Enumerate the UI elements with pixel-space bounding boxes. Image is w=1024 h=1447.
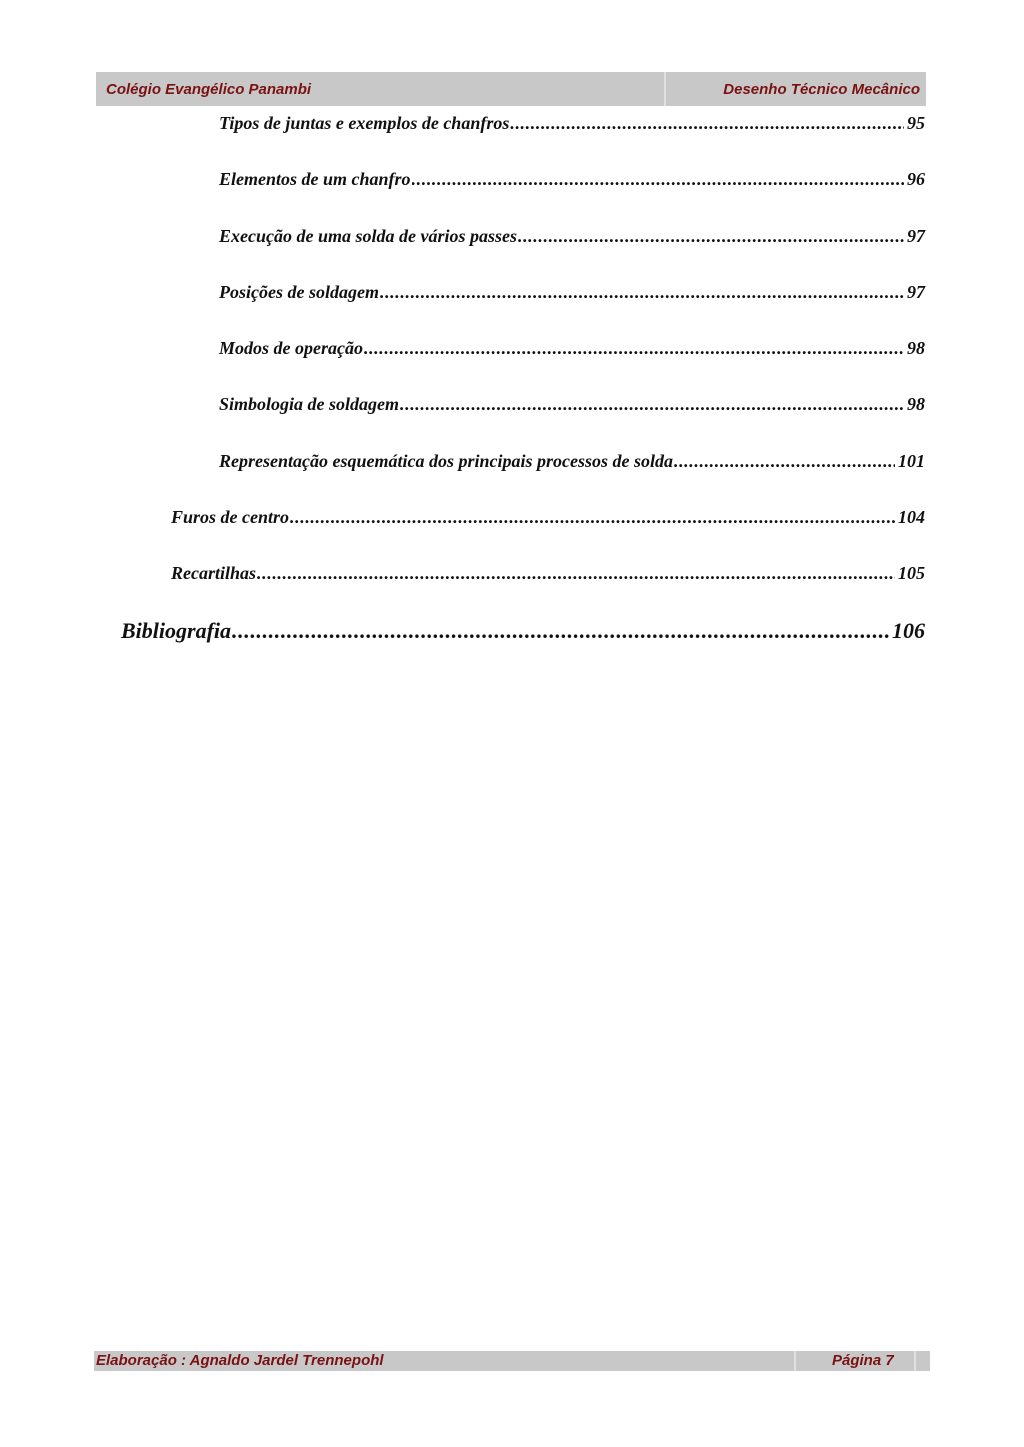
toc-entry-posicoes-soldagem[interactable] bbox=[219, 282, 925, 303]
toc-entry-title: Posições de soldagem bbox=[219, 282, 379, 302]
toc-leader-dots bbox=[232, 618, 889, 644]
toc-entry-bibliografia[interactable] bbox=[121, 618, 925, 644]
toc-entry-title: Furos de centro bbox=[171, 507, 290, 527]
page-header bbox=[96, 72, 926, 106]
toc-entry-furos-de-centro[interactable] bbox=[171, 507, 925, 528]
toc-leader-dots bbox=[364, 338, 904, 359]
toc-entry-title: Simbologia de soldagem bbox=[219, 394, 399, 414]
toc-leader-dots bbox=[518, 226, 904, 247]
toc-entry-page: 98 bbox=[907, 394, 925, 414]
toc-entry-simbologia-soldagem[interactable] bbox=[219, 394, 925, 415]
toc-leader-dots bbox=[510, 113, 904, 134]
toc-leader-dots bbox=[290, 507, 895, 528]
toc-entry-title: Execução de uma solda de vários passes bbox=[219, 226, 517, 246]
toc-entry-representacao-esquematica[interactable] bbox=[219, 451, 925, 472]
toc-entry-page: 106 bbox=[892, 618, 925, 643]
toc-entry-page: 95 bbox=[907, 113, 925, 133]
toc-entry-title: Elementos de um chanfro bbox=[219, 169, 411, 189]
toc-entry-execucao-solda[interactable] bbox=[219, 226, 925, 247]
header-divider bbox=[664, 72, 666, 106]
page-footer bbox=[94, 1351, 930, 1371]
toc-leader-dots bbox=[400, 394, 904, 415]
toc-entry-title: Recartilhas bbox=[171, 563, 257, 583]
footer-divider bbox=[794, 1351, 796, 1371]
toc-entry-title: Bibliografia bbox=[121, 618, 232, 643]
toc-entry-page: 105 bbox=[898, 563, 925, 583]
toc-entry-title: Representação esquemática dos principais processos de solda bbox=[219, 451, 673, 471]
toc-leader-dots bbox=[412, 169, 904, 190]
toc-entry-title: Tipos de juntas e exemplos de chanfros bbox=[219, 113, 510, 133]
header-course-title: Desenho Técnico Mecânico bbox=[723, 81, 920, 98]
footer-author: Elaboração : Agnaldo Jardel Trennepohl bbox=[96, 1352, 384, 1369]
toc-entry-title: Modos de operação bbox=[219, 338, 363, 358]
toc-entry-page: 97 bbox=[907, 226, 925, 246]
toc-entry-page: 101 bbox=[898, 451, 925, 471]
toc-leader-dots bbox=[380, 282, 904, 303]
toc-entry-modos-operacao[interactable] bbox=[219, 338, 925, 359]
toc-entry-page: 96 bbox=[907, 169, 925, 189]
toc-entry-recartilhas[interactable] bbox=[171, 563, 925, 584]
toc-entry-page: 98 bbox=[907, 338, 925, 358]
toc-entry-page: 104 bbox=[898, 507, 925, 527]
toc-entry-page: 97 bbox=[907, 282, 925, 302]
footer-divider bbox=[914, 1351, 916, 1371]
toc-entry-elementos-chanfro[interactable] bbox=[219, 169, 925, 190]
toc-entry-tipos-de-juntas[interactable] bbox=[219, 113, 925, 134]
toc-leader-dots bbox=[257, 563, 895, 584]
footer-page-number: Página 7 bbox=[832, 1352, 894, 1369]
toc-leader-dots bbox=[674, 451, 895, 472]
header-school-name: Colégio Evangélico Panambi bbox=[106, 81, 312, 98]
